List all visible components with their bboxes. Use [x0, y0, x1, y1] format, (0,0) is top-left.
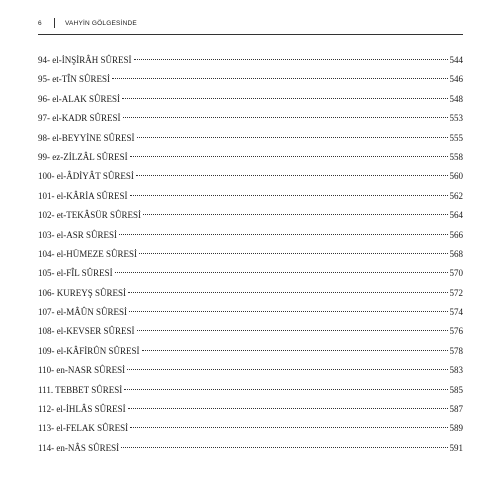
toc-entry-page: 574 — [449, 307, 463, 318]
dot-leader — [128, 408, 448, 409]
toc-entry[interactable] — [38, 187, 463, 206]
dot-leader — [112, 78, 448, 79]
toc-entry[interactable] — [38, 303, 463, 322]
header-rule — [38, 34, 463, 35]
toc-entry-page: 546 — [449, 74, 463, 85]
toc-entry-title: 111. TEBBET SÛRESİ — [38, 384, 123, 395]
dot-leader — [115, 272, 448, 273]
dot-leader — [134, 59, 448, 60]
toc-entry[interactable] — [38, 381, 463, 400]
dot-leader — [136, 175, 448, 176]
toc-entry-title: 104- el-HÜMEZE SÛRESİ — [38, 248, 137, 259]
dot-leader — [142, 350, 448, 351]
toc-entry[interactable] — [38, 419, 463, 438]
dot-leader — [124, 389, 447, 390]
toc-entry-title: 98- el-BEYYİNE SÛRESİ — [38, 132, 135, 143]
dot-leader — [123, 117, 448, 118]
toc-entry-page: 591 — [449, 442, 463, 453]
toc-entry-title: 113- el-FELAK SÛRESİ — [38, 423, 129, 434]
toc-entry-page: 560 — [449, 171, 463, 182]
toc-entry[interactable] — [38, 70, 463, 89]
toc-entry-title: 107- el-MÂÛN SÛRESİ — [38, 307, 127, 318]
page-header — [38, 14, 463, 32]
toc-entry-title: 96- el-ALAK SÛRESİ — [38, 93, 120, 104]
toc-entry-page: 570 — [449, 268, 463, 279]
toc-entry[interactable] — [38, 245, 463, 264]
dot-leader — [137, 330, 448, 331]
dot-leader — [128, 292, 447, 293]
toc-entry-page: 589 — [449, 423, 463, 434]
toc-entry-page: 553 — [449, 113, 463, 124]
page-number: 6 — [38, 19, 42, 27]
toc-entry-title: 99- ez-ZİLZÂL SÛRESİ — [38, 151, 128, 162]
dot-leader — [137, 137, 448, 138]
toc-entry-title: 94- el-İNŞİRÂH SÛRESİ — [38, 55, 132, 65]
toc-entry[interactable] — [38, 90, 463, 109]
toc-entry-title: 114- en-NÂS SÛRESİ — [38, 442, 120, 453]
toc-entry-title: 105- el-FÎL SÛRESİ — [38, 268, 113, 279]
toc-entry-title: 112- el-İHLÂS SÛRESİ — [38, 404, 126, 415]
running-title: VAHYİN GÖLGESİNDE — [65, 19, 137, 27]
toc-entry-page: 558 — [449, 151, 463, 162]
toc-entry-page: 544 — [449, 55, 463, 65]
toc-entry-title: 106- KUREYŞ SÛRESİ — [38, 287, 127, 298]
toc-entry-page: 583 — [449, 365, 463, 376]
toc-entry-page: 578 — [449, 345, 463, 356]
toc-entry-page: 576 — [449, 326, 463, 337]
dot-leader — [129, 311, 448, 312]
toc-entry[interactable] — [38, 361, 463, 380]
toc-entry-title: 97- el-KADR SÛRESİ — [38, 113, 121, 124]
toc-entry[interactable] — [38, 264, 463, 283]
toc-entry-page: 568 — [449, 248, 463, 259]
dot-leader — [119, 234, 447, 235]
toc-entry-page: 548 — [449, 93, 463, 104]
toc-entry[interactable] — [38, 400, 463, 419]
toc-entry[interactable] — [38, 439, 463, 458]
toc-entry-page: 585 — [449, 384, 463, 395]
toc-entry[interactable] — [38, 51, 463, 70]
toc-entry[interactable] — [38, 109, 463, 128]
dot-leader — [139, 253, 448, 254]
toc-entry-title: 101- el-KÂRİA SÛRESİ — [38, 190, 128, 201]
header-separator — [54, 18, 55, 28]
toc-entry-title: 103- el-ASR SÛRESİ — [38, 229, 118, 240]
toc-entry[interactable] — [38, 148, 463, 167]
dot-leader — [121, 447, 447, 448]
dot-leader — [130, 427, 447, 428]
toc-entry-title: 95- et-TÎN SÛRESİ — [38, 74, 110, 85]
dot-leader — [130, 156, 448, 157]
toc-entry[interactable] — [38, 167, 463, 186]
toc-entry-page: 555 — [449, 132, 463, 143]
dot-leader — [127, 369, 447, 370]
toc-entry-title: 100- el-ÂDİYÂT SÛRESİ — [38, 171, 134, 182]
toc-entry[interactable] — [38, 342, 463, 361]
dot-leader — [130, 195, 448, 196]
toc-entry-page: 572 — [449, 287, 463, 298]
toc-entry[interactable] — [38, 206, 463, 225]
toc-entry-title: 102- et-TEKÂSÜR SÛRESİ — [38, 210, 141, 221]
toc-entry-title: 110- en-NASR SÛRESİ — [38, 365, 126, 376]
toc-entry[interactable] — [38, 226, 463, 245]
table-of-contents — [38, 51, 463, 458]
toc-entry-page: 564 — [449, 210, 463, 221]
toc-entry-page: 562 — [449, 190, 463, 201]
toc-entry-page: 566 — [449, 229, 463, 240]
toc-entry[interactable] — [38, 129, 463, 148]
toc-entry-title: 109- el-KÂFİRÛN SÛRESİ — [38, 345, 140, 356]
toc-entry-page: 587 — [449, 404, 463, 415]
toc-entry-title: 108- el-KEVSER SÛRESİ — [38, 326, 135, 337]
dot-leader — [143, 214, 448, 215]
toc-entry[interactable] — [38, 322, 463, 341]
toc-entry[interactable] — [38, 284, 463, 303]
dot-leader — [122, 98, 448, 99]
